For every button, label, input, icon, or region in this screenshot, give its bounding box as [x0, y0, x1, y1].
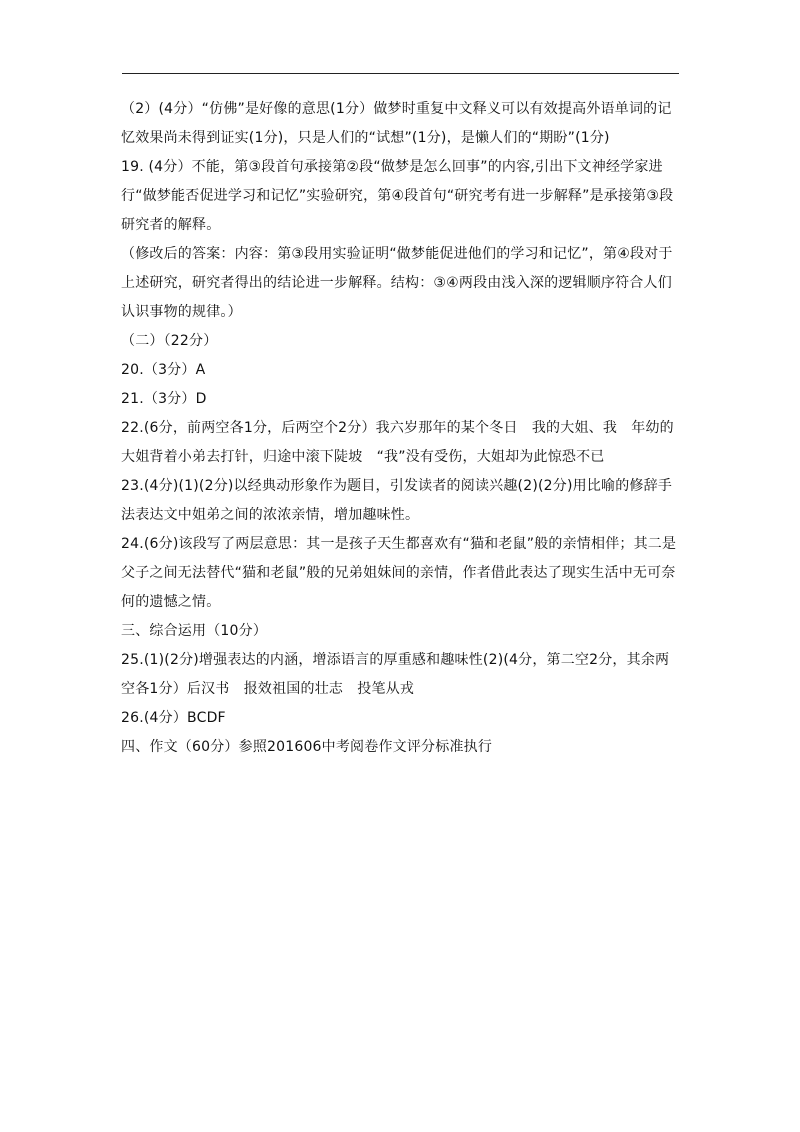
section-3-heading: 三、综合运用（10分）	[121, 623, 268, 639]
section-2-heading: （二）（22分）	[121, 333, 218, 349]
answer-19: 19. (4分）不能，第③段首句承接第②段“做梦是怎么回事”的内容,引出下文神经学家进行“做梦能否促进学习和记忆”实验研究，第④段首句“研究考有进一步解释”是承接第③段研究者的解释。	[121, 159, 674, 233]
answer-26: 26.(4分）BCDF	[121, 710, 226, 726]
answer-23: 23.(4分)(1)(2分)以经典动形象作为题目，引发读者的阅读兴趣(2)(2分)用比喻的修辞手法表达文中姐弟之间的浓浓亲情，增加趣味性。	[121, 478, 673, 523]
answer-21: 21.（3分）D	[121, 391, 207, 407]
answer-18-2: （2）(4分）“仿佛”是好像的意思(1分）做梦时重复中文释义可以有效提高外语单词的记忆效果尚未得到证实(1分)，只是人们的“试想”(1分)，是懒人们的“期盼”(1分)	[121, 101, 672, 146]
answer-22: 22.(6分，前两空各1分，后两空个2分）我六岁那年的某个冬日 我的大姐、我 年幼的大姐背着小弟去打针，归途中滚下陡坡 “我”没有受伤，大姐却为此惊恐不已	[121, 420, 674, 465]
header-rule	[122, 73, 679, 74]
answer-19-revised: （修改后的答案：内容：第③段用实验证明“做梦能促进他们的学习和记忆”，第④段对于上述研究，研究者得出的结论进一步解释。结构：③④两段由浅入深的逻辑顺序符合人们认识事物的规律。）	[121, 246, 673, 320]
answer-24: 24.(6分)该段写了两层意思：其一是孩子天生都喜欢有“猫和老鼠”般的亲情相伴；其二是父子之间无法替代“猫和老鼠”般的兄弟姐妹间的亲情，作者借此表达了现实生活中无可奈何的遗憾之情。	[121, 536, 677, 610]
answer-content	[121, 95, 681, 762]
answer-20: 20.（3分）A	[121, 362, 206, 378]
section-4-heading: 四、作文（60分）参照201606中考阅卷作文评分标准执行	[121, 739, 493, 755]
answer-25: 25.(1)(2分)增强表达的内涵，增添语言的厚重感和趣味性(2)(4分，第二空2分，其余两空各1分）后汉书 报效祖国的壮志 投笔从戎	[121, 652, 670, 697]
